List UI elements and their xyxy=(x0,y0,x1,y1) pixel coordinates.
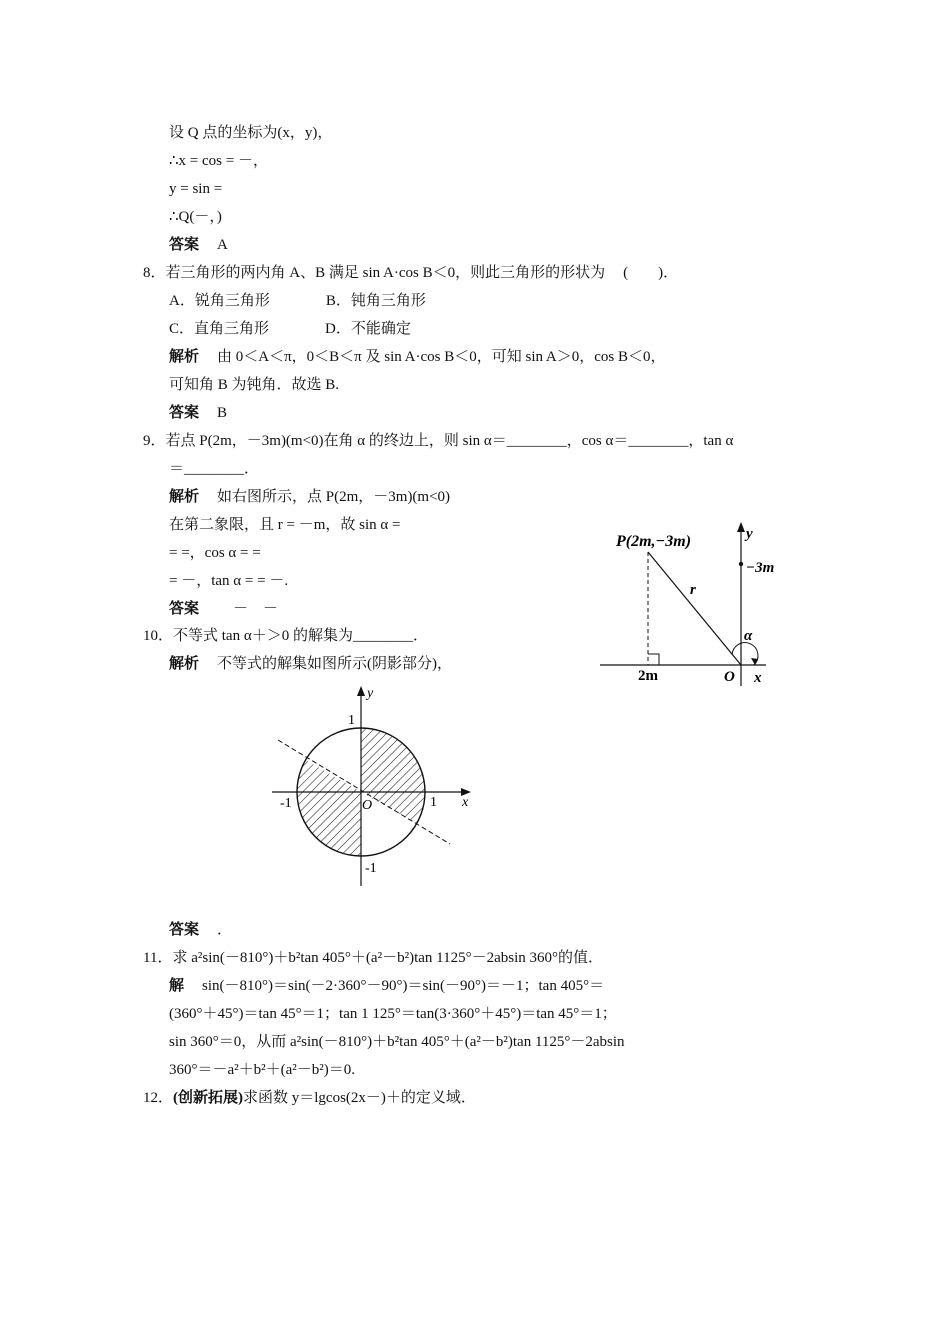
q8-option-d: D．不能确定 xyxy=(325,321,411,337)
q10-right-tick: 1 xyxy=(430,795,437,810)
q9-analysis-3: = =，cos α = = xyxy=(169,545,261,561)
q8-stem-text: 若三角形的两内角 A、B 满足 sin A·cos B＜0，则此三角形的形状为 xyxy=(165,265,606,281)
q9-answer-label: 答案 xyxy=(169,601,200,617)
q8-option-c: C．直角三角形 xyxy=(169,321,270,337)
q9-terminal-side xyxy=(648,552,741,665)
q10-stem-text: 不等式 tan α＋＞0 的解集为________． xyxy=(173,628,428,644)
q8-paren: ( )． xyxy=(623,265,679,281)
q12-stem-text: 求函数 y＝lgcos(2x－)＋的定义域． xyxy=(243,1090,476,1106)
q8-option-b: B．钝角三角形 xyxy=(325,293,426,309)
q10-analysis-text-1: 不等式的解集如图所示(阴影部分)， xyxy=(217,656,453,672)
q10-answer xyxy=(169,920,232,940)
q8-options-row-1 xyxy=(169,291,426,311)
q7-answer-label: 答案 xyxy=(169,237,200,253)
q7-line-1: 设 Q 点的坐标为(x，y)， xyxy=(169,125,333,141)
q9-y-arrow-icon xyxy=(737,522,745,532)
q7-line-3: y = sin = xyxy=(169,181,223,197)
q10-origin-label: O xyxy=(362,798,373,813)
q11-solution-label: 解 xyxy=(169,978,185,994)
q10-analysis-1 xyxy=(169,654,452,674)
q9-point-label: P(2m,−3m) xyxy=(616,533,692,550)
q12-number: 12． xyxy=(143,1090,174,1106)
q10-shaded-region-2 xyxy=(297,760,361,856)
q8-analysis-1 xyxy=(169,347,666,367)
q8-analysis-2: 可知角 B 为钝角．故选 B. xyxy=(169,377,340,393)
q8-options-row-2 xyxy=(169,319,411,339)
q8-number: 8． xyxy=(143,265,166,281)
q9-right-angle-mark xyxy=(648,654,659,665)
q10-figure xyxy=(268,682,478,890)
q9-analysis-text-1: 如右图所示，点 P(2m，－3m)(m<0) xyxy=(217,489,451,505)
q9-alpha-label: α xyxy=(744,628,753,644)
q10-top-tick: 1 xyxy=(348,713,355,728)
q11-solution-2: (360°＋45°)＝tan 45°＝1；tan 1 125°＝tan(3·360°＋45°)＝tan 45°＝1； xyxy=(169,1006,617,1022)
q11-number: 11． xyxy=(143,950,173,966)
q9-number: 9． xyxy=(143,433,166,449)
q8-answer-label: 答案 xyxy=(169,405,200,421)
q9-stem xyxy=(143,431,733,451)
q10-x-label: x xyxy=(462,795,469,810)
q9-r-label: r xyxy=(690,582,696,598)
q10-bottom-tick: -1 xyxy=(365,861,377,876)
q11-stem-text: 求 a²sin(－810°)＋b²tan 405°＋(a²－b²)tan 1125°－2absin 360°的值． xyxy=(172,950,603,966)
q9-x-label: x xyxy=(754,670,762,686)
q7-line-4: ∴Q(－，) xyxy=(169,209,222,225)
q10-answer-label: 答案 xyxy=(169,922,200,938)
q10-y-label: y xyxy=(367,686,374,701)
q9-analysis-1 xyxy=(169,487,450,507)
q11-solution-1 xyxy=(169,976,604,996)
q11-solution-3: sin 360°＝0，从而 a²sin(－810°)＋b²tan 405°＋(a²－b²)tan 1125°－2absin xyxy=(169,1034,625,1050)
q9-y-tick-label: −3m xyxy=(746,560,775,576)
q9-analysis-4: = －，tan α = = －. xyxy=(169,573,289,589)
q10-number: 10． xyxy=(143,628,174,644)
q11-solution-text-1: sin(－810°)＝sin(－2·360°－90°)＝sin(－90°)＝－1；tan 405°＝ xyxy=(202,978,605,994)
q11-solution-4: 360°＝－a²＋b²＋(a²－b²)＝0. xyxy=(169,1062,356,1078)
q9-stem-text: 若点 P(2m，－3m)(m<0)在角 α 的终边上，则 sin α＝________，cos α＝________，tan α xyxy=(165,433,734,449)
q7-answer xyxy=(169,235,228,255)
q9-answer-value: － － xyxy=(233,601,279,617)
q10-analysis-label: 解析 xyxy=(169,656,200,672)
q11-stem xyxy=(143,948,603,968)
q8-option-a: A．锐角三角形 xyxy=(169,293,270,309)
q10-y-arrow-icon xyxy=(357,686,365,696)
q12-tag: (创新拓展) xyxy=(173,1090,244,1106)
q8-answer xyxy=(169,403,227,423)
q9-analysis-label: 解析 xyxy=(169,489,200,505)
q8-analysis-label: 解析 xyxy=(169,349,200,365)
q9-origin-label: O xyxy=(724,669,735,685)
q9-y-tick-dot xyxy=(739,562,743,566)
q12-stem xyxy=(143,1088,476,1108)
q10-answer-value: ． xyxy=(217,922,233,938)
q10-stem xyxy=(143,626,428,646)
q8-analysis-text-1: 由 0＜A＜π，0＜B＜π 及 sin A·cos B＜0，可知 sin A＞0，cos B＜0， xyxy=(217,349,666,365)
q9-analysis-2: 在第二象限，且 r = －m，故 sin α = xyxy=(169,517,401,533)
q9-figure xyxy=(596,518,786,690)
q7-answer-value: A xyxy=(217,237,228,253)
q7-line-2: ∴x = cos = －， xyxy=(169,153,268,169)
q9-answer xyxy=(169,599,278,619)
q8-stem xyxy=(143,263,678,283)
q8-answer-value: B xyxy=(217,405,228,421)
q10-left-tick: -1 xyxy=(280,796,292,811)
q9-y-label: y xyxy=(746,526,753,542)
q9-x-tick-label: 2m xyxy=(638,668,658,684)
q9-stem-cont: ＝________． xyxy=(169,461,260,477)
